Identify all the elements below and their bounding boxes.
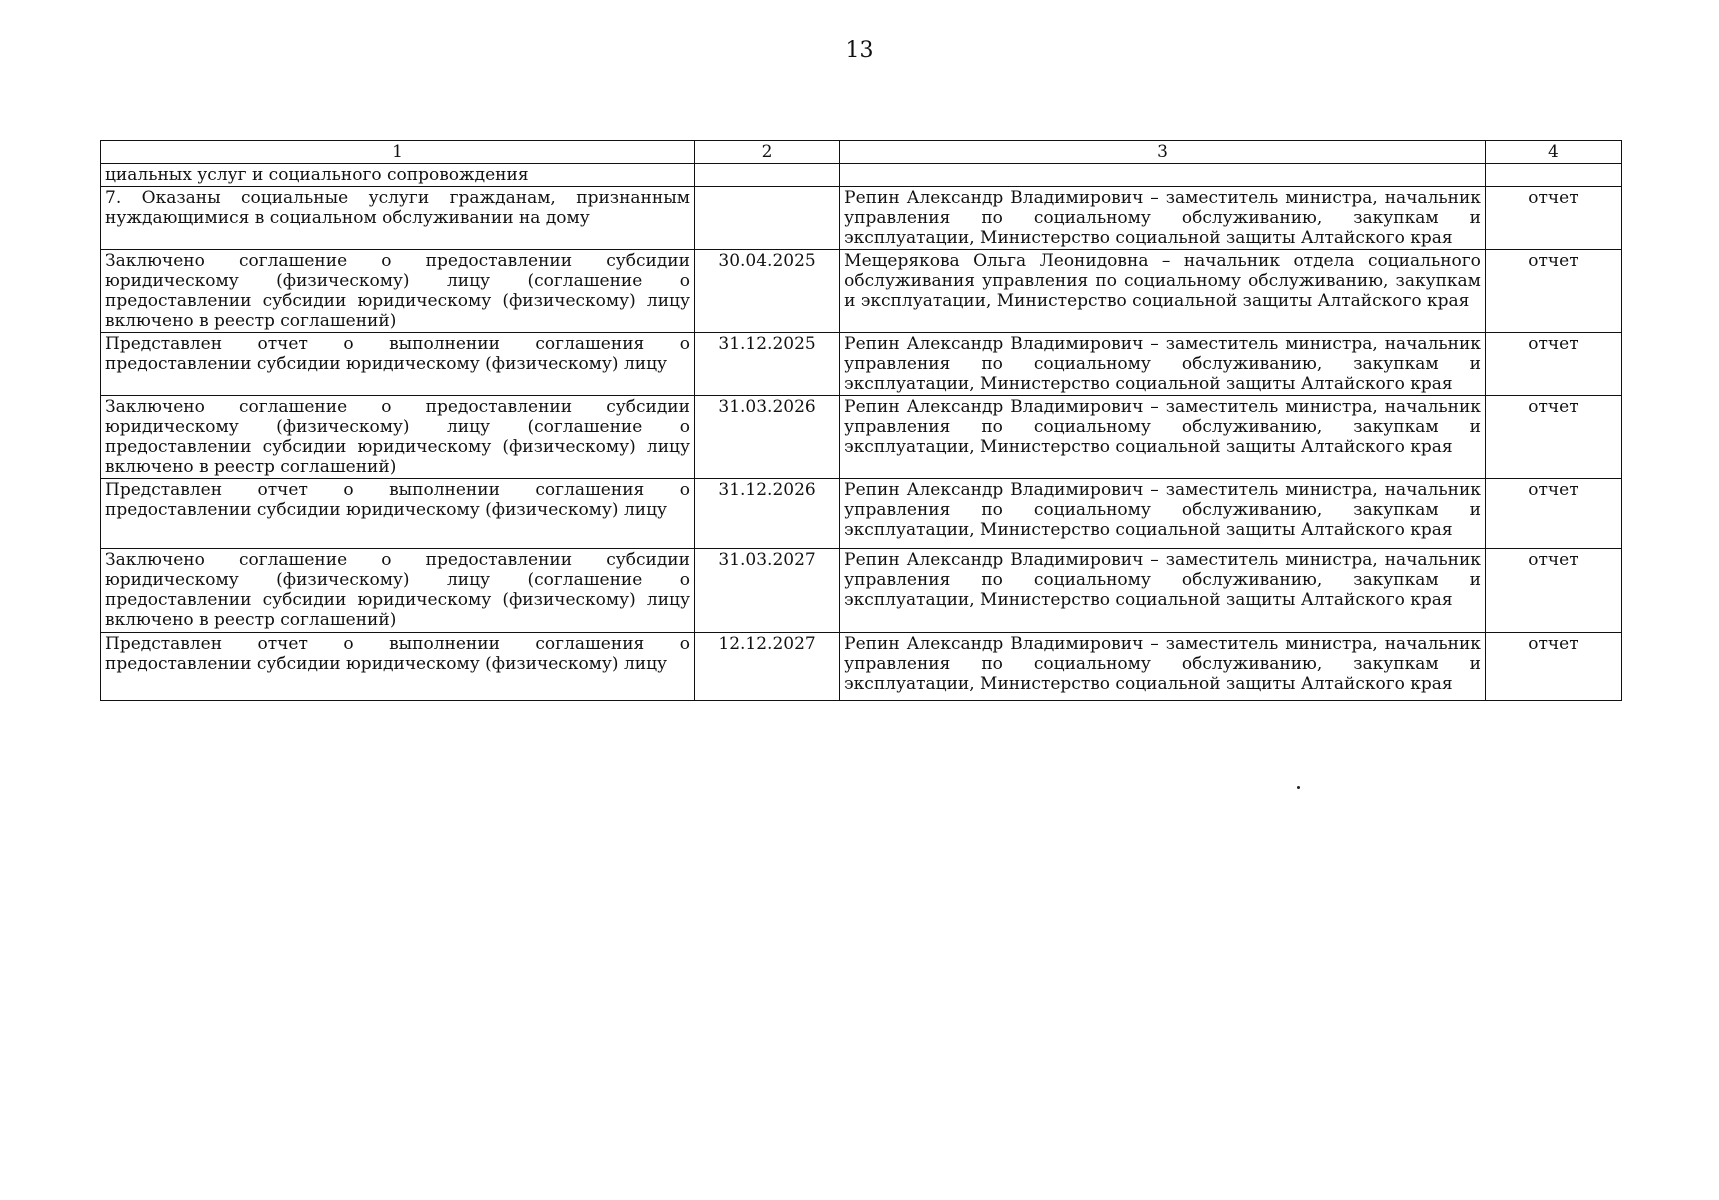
scan-dot bbox=[1297, 786, 1300, 789]
header-col-1: 1 bbox=[101, 141, 695, 164]
table-row bbox=[101, 187, 1622, 250]
row-description: Представлен отчет о выполнении соглашения о предоставлении субсидии юридическому (физическому) лицу bbox=[101, 479, 695, 549]
table-row bbox=[101, 549, 1622, 633]
row-result: отчет bbox=[1485, 633, 1621, 701]
row-result: отчет bbox=[1485, 479, 1621, 549]
row-description: Представлен отчет о выполнении соглашения о предоставлении субсидии юридическому (физическому) лицу bbox=[101, 333, 695, 396]
row-responsible: Репин Александр Владимирович – заместитель министра, начальник управления по социальному обслуживанию, закупкам и эксплуатации, Министерство социальной защиты Алтайского края bbox=[840, 396, 1486, 479]
row-responsible: Репин Александр Владимирович – заместитель министра, начальник управления по социальному обслуживанию, закупкам и эксплуатации, Министерство социальной защиты Алтайского края bbox=[840, 187, 1486, 250]
header-row bbox=[101, 141, 1622, 164]
row-responsible: Репин Александр Владимирович – заместитель министра, начальник управления по социальному обслуживанию, закупкам и эксплуатации, Министерство социальной защиты Алтайского края bbox=[840, 479, 1486, 549]
row-date: 31.03.2026 bbox=[694, 396, 839, 479]
continuation-row bbox=[101, 164, 1622, 187]
table-row bbox=[101, 333, 1622, 396]
continuation-empty-2 bbox=[694, 164, 839, 187]
row-description: Заключено соглашение о предоставлении субсидии юридическому (физическому) лицу (соглашение о предоставлении субсидии юридическому (физическому) лицу включено в реестр соглашений) bbox=[101, 396, 695, 479]
activities-table bbox=[100, 140, 1622, 701]
row-responsible: Мещерякова Ольга Леонидовна – начальник отдела социального обслуживания управления по социальному обслуживанию, закупкам и эксплуатации, Министерство социальной защиты Алтайского края bbox=[840, 250, 1486, 333]
row-responsible: Репин Александр Владимирович – заместитель министра, начальник управления по социальному обслуживанию, закупкам и эксплуатации, Министерство социальной защиты Алтайского края bbox=[840, 333, 1486, 396]
row-result: отчет bbox=[1485, 250, 1621, 333]
row-result: отчет bbox=[1485, 333, 1621, 396]
row-responsible: Репин Александр Владимирович – заместитель министра, начальник управления по социальному обслуживанию, закупкам и эксплуатации, Министерство социальной защиты Алтайского края bbox=[840, 549, 1486, 633]
row-result: отчет bbox=[1485, 396, 1621, 479]
row-result: отчет bbox=[1485, 187, 1621, 250]
row-date: 31.03.2027 bbox=[694, 549, 839, 633]
header-col-3: 3 bbox=[840, 141, 1486, 164]
row-description: Заключено соглашение о предоставлении субсидии юридическому (физическому) лицу (соглашение о предоставлении субсидии юридическому (физическому) лицу включено в реестр соглашений) bbox=[101, 549, 695, 633]
row-date: 31.12.2026 bbox=[694, 479, 839, 549]
table-row bbox=[101, 633, 1622, 701]
row-result: отчет bbox=[1485, 549, 1621, 633]
row-description: Заключено соглашение о предоставлении субсидии юридическому (физическому) лицу (соглашение о предоставлении субсидии юридическому (физическому) лицу включено в реестр соглашений) bbox=[101, 250, 695, 333]
row-date: 30.04.2025 bbox=[694, 250, 839, 333]
row-date: 12.12.2027 bbox=[694, 633, 839, 701]
continuation-text: циальных услуг и социального сопровождения bbox=[101, 164, 695, 187]
row-description: Представлен отчет о выполнении соглашения о предоставлении субсидии юридическому (физическому) лицу bbox=[101, 633, 695, 701]
row-description: 7. Оказаны социальные услуги гражданам, признанным нуждающимися в социальном обслуживании на дому bbox=[101, 187, 695, 250]
table-row bbox=[101, 396, 1622, 479]
page-number: 13 bbox=[845, 38, 874, 63]
header-col-4: 4 bbox=[1485, 141, 1621, 164]
row-responsible: Репин Александр Владимирович – заместитель министра, начальник управления по социальному обслуживанию, закупкам и эксплуатации, Министерство социальной защиты Алтайского края bbox=[840, 633, 1486, 701]
header-col-2: 2 bbox=[694, 141, 839, 164]
continuation-empty-3 bbox=[840, 164, 1486, 187]
row-date: 31.12.2025 bbox=[694, 333, 839, 396]
table-row bbox=[101, 250, 1622, 333]
continuation-empty-4 bbox=[1485, 164, 1621, 187]
row-date bbox=[694, 187, 839, 250]
table-row bbox=[101, 479, 1622, 549]
